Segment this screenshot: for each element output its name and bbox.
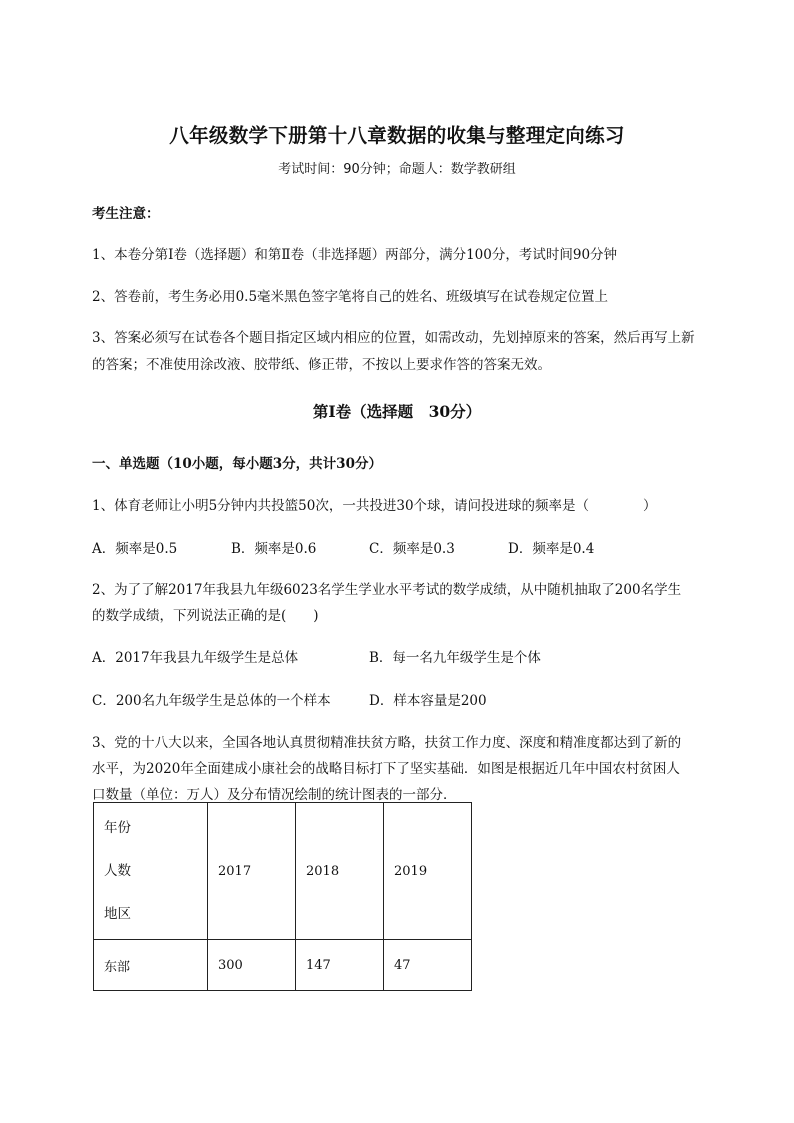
year-header-2019: 2019	[384, 803, 472, 940]
note-1: 1、本卷分第I卷（选择题）和第Ⅱ卷（非选择题）两部分，满分100分，考试时间90分钟	[92, 247, 618, 263]
q1-option-a[interactable]: A．频率是0.5	[92, 541, 178, 557]
q2-stem-line-1: 2、为了了解2017年我县九年级6023名学生学业水平考试的数学成绩，从中随机抽取了200名学生	[92, 582, 682, 598]
q2-option-c[interactable]: C．200名九年级学生是总体的一个样本	[92, 693, 331, 709]
q2-option-a[interactable]: A．2017年我县九年级学生是总体	[92, 650, 299, 666]
note-3-line-1: 3、答案必须写在试卷各个题目指定区域内相应的位置，如需改动，先划掉原来的答案，然后再写上新	[92, 330, 695, 346]
q1-option-c[interactable]: C．频率是0.3	[369, 541, 455, 557]
year-header-2017: 2017	[208, 803, 296, 940]
header-region-label: 地区	[104, 905, 131, 922]
q1-option-b[interactable]: B．频率是0.6	[231, 541, 317, 557]
note-2: 2、答卷前，考生务必用0.5毫米黑色签字笔将自己的姓名、班级填写在试卷规定位置上	[92, 289, 609, 305]
q3-stem-line-3: 口数量（单位：万人）及分布情况绘制的统计图表的一部分．	[92, 787, 457, 803]
q2-option-b[interactable]: B．每一名九年级学生是个体	[369, 650, 541, 666]
exam-subtitle: 考试时间：90分钟；命题人：数学教研组	[278, 162, 516, 177]
section-title: 第I卷（选择题 30分）	[312, 402, 482, 421]
table-row	[94, 940, 472, 991]
note-3-line-2: 的答案；不准使用涂改液、胶带纸、修正带，不按以上要求作答的答案无效。	[92, 357, 551, 373]
region-cell: 东部	[94, 940, 208, 991]
table-header-row	[94, 803, 472, 940]
exam-title: 八年级数学下册第十八章数据的收集与整理定向练习	[169, 124, 625, 147]
notes-heading: 考生注意：	[92, 206, 160, 222]
part-heading: 一、单选题（10小题，每小题3分，共计30分）	[92, 456, 382, 472]
q3-stem-line-1: 3、党的十八大以来，全国各地认真贯彻精准扶贫方略，扶贫工作力度、深度和精准度都达到了新的	[92, 735, 682, 751]
value-cell: 47	[384, 940, 472, 991]
q1-option-d[interactable]: D．频率是0.4	[508, 541, 595, 557]
poverty-table	[93, 802, 472, 991]
header-count-label: 人数	[104, 862, 131, 879]
table-corner-header	[94, 803, 208, 940]
value-cell: 147	[296, 940, 384, 991]
year-header-2018: 2018	[296, 803, 384, 940]
q2-option-d[interactable]: D．样本容量是200	[369, 693, 487, 709]
q3-stem-line-2: 水平，为2020年全面建成小康社会的战略目标打下了坚实基础．如图是根据近几年中国农村贫困人	[92, 761, 680, 777]
q2-stem-line-2: 的数学成绩，下列说法正确的是( )	[92, 608, 319, 624]
value-cell: 300	[208, 940, 296, 991]
q1-stem: 1、体育老师让小明5分钟内共投篮50次，一共投进30个球，请问投进球的频率是（ ）	[92, 498, 657, 514]
header-year-label: 年份	[104, 819, 131, 836]
